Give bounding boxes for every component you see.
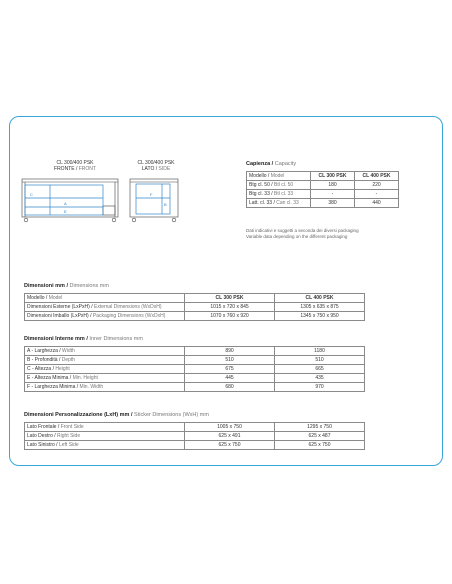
table-row: Btg cl. 50 / Btl cl. 50 180 220 (247, 181, 399, 190)
table-row: Lato Frontale / Front Side 1005 x 750 1295 x 750 (25, 423, 365, 432)
table-row: Btg cl. 33 / Btl cl. 33 - - (247, 190, 399, 199)
table-row: Dimensioni Esterne (LxPxH) / External Dimensions (WxDxH) 1015 x 720 x 845 1305 x 635 x 875 (25, 303, 365, 312)
table-row: Lato Sinistro / Left Side 625 x 750 625 x 750 (25, 441, 365, 450)
table-row: B - Profondità / Depth 510 510 (25, 356, 365, 365)
capacity-title: Capienza / Capacity (246, 161, 297, 167)
capacity-header-row: Modello / Model CL 300 PSK CL 400 PSK (247, 172, 399, 181)
capacity-note: Dati indicativi e soggetti a seconda dei diversi packaging Variable data depending on the different packaging (246, 228, 359, 239)
table-row: Lato Destro / Right Side 625 x 491 625 x 487 (25, 432, 365, 441)
table-row: Latt. cl. 33 / Can cl. 33 380 440 (247, 199, 399, 208)
side-diagram (128, 174, 188, 224)
dimensions-header-row: Modello / Model CL 300 PSK CL 400 PSK (25, 294, 365, 303)
table-row: A - Larghezza / Width 890 1180 (25, 347, 365, 356)
inner-dimensions-title: Dimensioni Interne mm / Inner Dimensions mm (24, 336, 143, 342)
table-row: E - Altezza Minima / Min. Height 445 435 (25, 374, 365, 383)
dimensions-title: Dimensioni mm / Dimensions mm (24, 283, 109, 289)
front-letter-e: E (64, 209, 67, 214)
side-letter-b: B (164, 202, 167, 207)
front-diagram-label: CL 300/400 PSK FRONTE / FRONT (54, 160, 96, 172)
front-diagram (20, 174, 120, 224)
dimensions-table (24, 293, 365, 321)
sticker-dimensions-title: Dimensioni Personalizzazione (LxH) mm / Sticker Dimensions (WxH) mm (24, 412, 209, 418)
table-row: Dimensioni Imballo (LxPxH) / Packaging Dimensions (WxDxH) 1070 x 760 x 920 1345 x 750 x 950 (25, 312, 365, 321)
spec-card (9, 116, 443, 466)
table-row: F - Larghezza Minima / Min. Width 680 970 (25, 383, 365, 392)
table-row: C - Altezza / Height 675 665 (25, 365, 365, 374)
capacity-table (246, 171, 399, 208)
front-letter-c: C (30, 192, 33, 197)
inner-dimensions-table (24, 346, 365, 392)
side-diagram-label: CL 300/400 PSK LATO / SIDE (137, 160, 175, 172)
front-letter-a: A (64, 201, 67, 206)
side-letter-f: F (150, 192, 153, 197)
sticker-dimensions-table (24, 422, 365, 450)
